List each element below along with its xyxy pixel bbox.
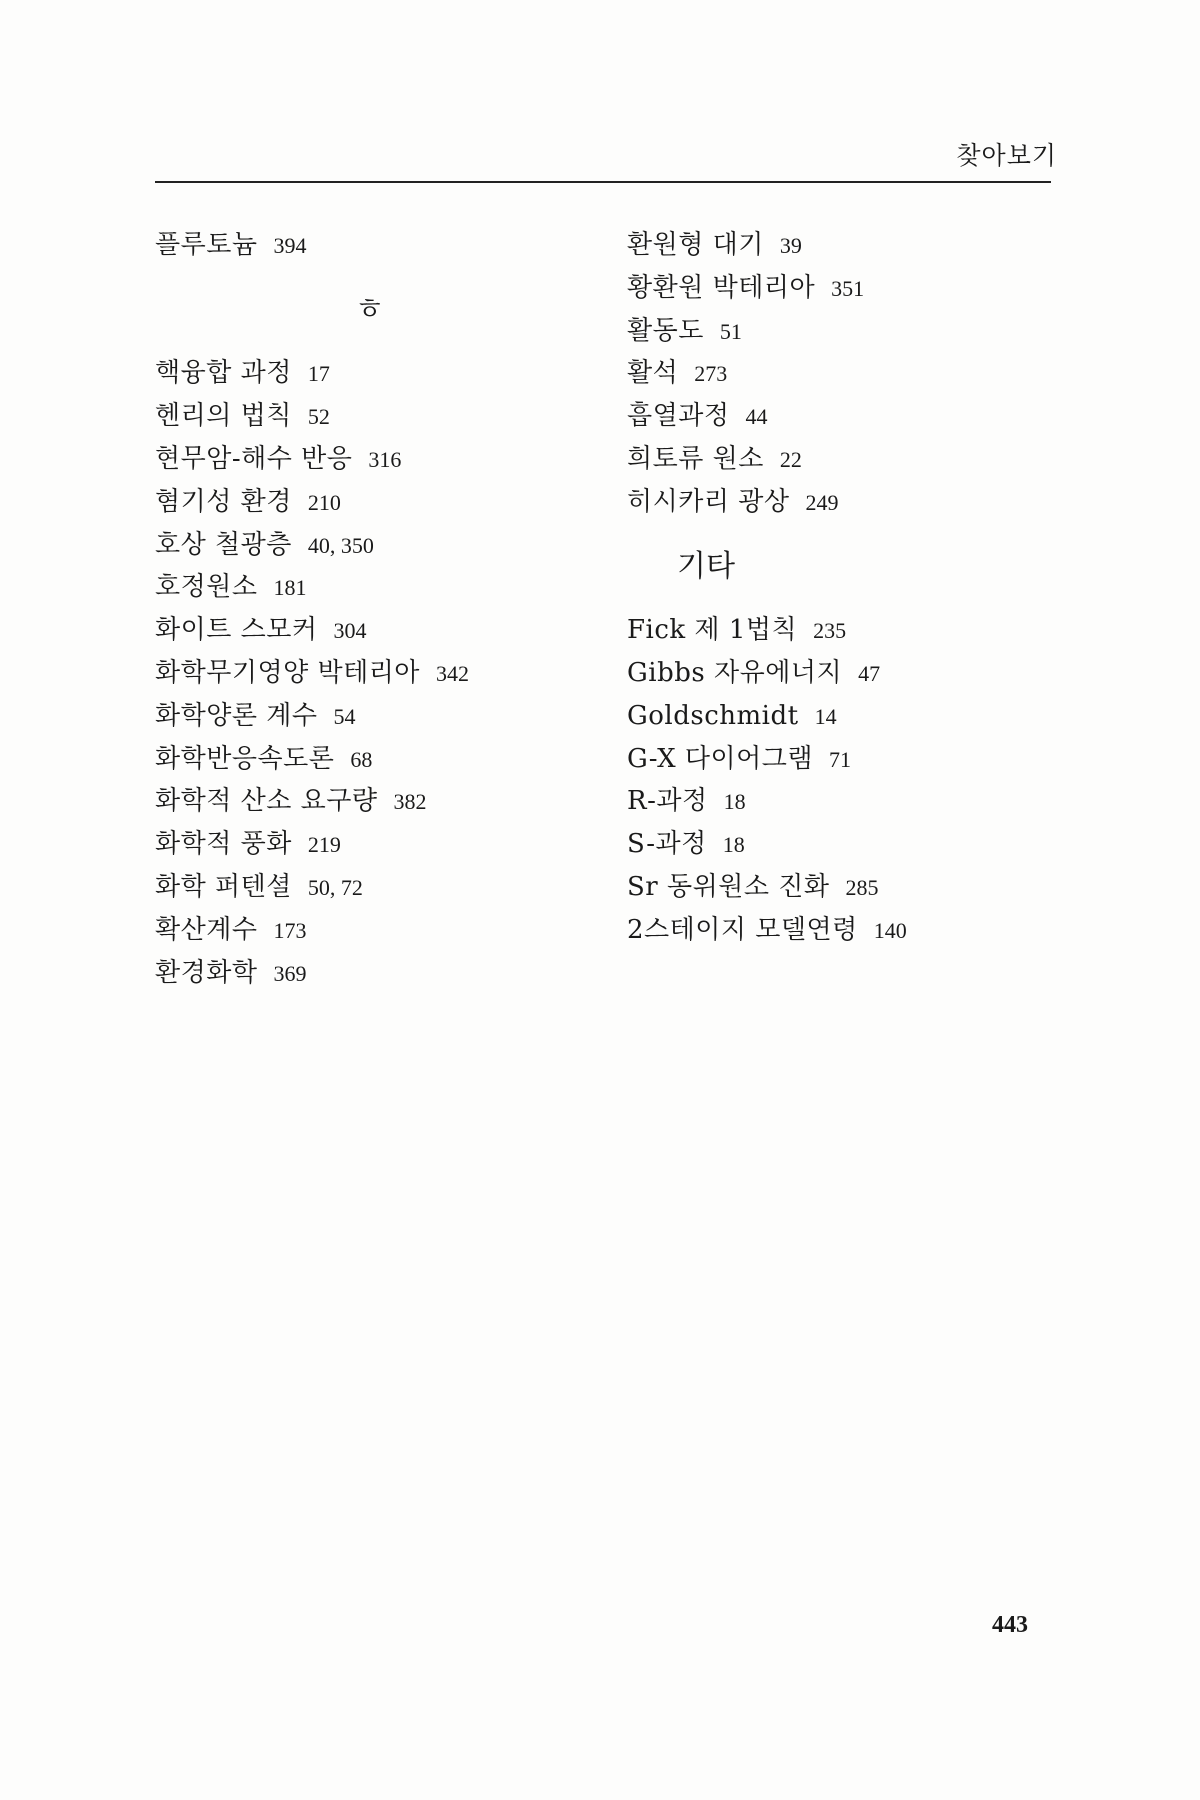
index-term: G-X 다이어그램	[627, 743, 813, 774]
index-term: 헨리의 법칙	[155, 401, 292, 432]
index-page: 47	[858, 660, 881, 686]
index-page: 14	[814, 703, 837, 729]
index-entry	[155, 224, 469, 267]
header-rule	[155, 181, 1051, 183]
index-entry	[155, 481, 469, 524]
index-page: 304	[333, 618, 367, 644]
index-entry	[627, 738, 907, 781]
index-page: 173	[273, 917, 307, 943]
index-entry	[155, 352, 469, 395]
index-entry	[155, 695, 469, 738]
index-page: 40, 350	[307, 532, 374, 558]
index-entry	[155, 909, 469, 952]
index-entry	[155, 566, 469, 609]
index-page: 18	[722, 832, 745, 858]
index-entry	[627, 481, 907, 524]
index-term: 황환원 박테리아	[627, 272, 816, 303]
index-term: 호상 철광층	[155, 529, 292, 560]
index-entry	[155, 395, 469, 438]
page-number: 443	[992, 1612, 1028, 1638]
index-list-hieut	[155, 352, 469, 994]
index-entry	[155, 609, 469, 652]
index-page: 285	[845, 874, 879, 900]
index-term: Sr 동위원소 진화	[627, 871, 830, 902]
index-page: 71	[828, 746, 851, 772]
index-term: 핵융합 과정	[155, 358, 292, 389]
index-page: 140	[873, 917, 907, 943]
index-term: Gibbs 자유에너지	[627, 657, 843, 688]
index-term: 화학무기영양 박테리아	[155, 657, 420, 688]
index-term: 활석	[627, 358, 679, 389]
index-term: Fick 제 1법칙	[627, 615, 798, 646]
index-page: 219	[307, 832, 341, 858]
section-heading-other: 기타	[677, 548, 735, 584]
index-entry	[627, 395, 907, 438]
index-entry	[627, 823, 907, 866]
index-term: 화학양론 계수	[155, 700, 318, 731]
index-entry	[155, 438, 469, 481]
index-entry	[155, 952, 469, 995]
index-page: 394	[273, 233, 307, 258]
index-page: 51	[719, 318, 742, 344]
index-term: 현무암-해수 반응	[155, 443, 353, 474]
index-page: 369	[273, 960, 307, 986]
index-term: 흡열과정	[627, 401, 730, 432]
index-page: 181	[273, 575, 307, 601]
index-entry	[155, 866, 469, 909]
index-page: 68	[350, 746, 373, 772]
index-term: 희토류 원소	[627, 443, 764, 474]
index-entry	[155, 652, 469, 695]
index-column-right	[627, 224, 907, 952]
index-entry	[155, 780, 469, 823]
index-entry	[627, 780, 907, 823]
index-page: 44	[745, 404, 768, 430]
index-page: 22	[779, 446, 802, 472]
index-page: 382	[393, 789, 427, 815]
index-term: 화학 퍼텐셜	[155, 871, 292, 902]
index-entry	[627, 267, 907, 310]
index-list-hieut-continued	[627, 224, 907, 524]
index-term: 환원형 대기	[627, 230, 764, 260]
index-entry	[627, 652, 907, 695]
index-term: 활동도	[627, 315, 704, 346]
index-entry	[627, 609, 907, 652]
index-term: 플루토늄	[155, 230, 258, 260]
index-page: 342	[435, 660, 469, 686]
index-term: Goldschmidt	[627, 700, 799, 731]
index-entry	[627, 909, 907, 952]
index-page: 273	[694, 361, 728, 387]
index-page: 235	[813, 618, 847, 644]
index-term: 2스테이지 모델연령	[627, 914, 858, 945]
section-heading-hieut: ㅎ	[355, 291, 384, 327]
index-term: 화학반응속도론	[155, 743, 335, 774]
running-header: 찾아보기	[956, 141, 1057, 170]
index-entry	[627, 438, 907, 481]
index-entry	[627, 695, 907, 738]
index-term: 혐기성 환경	[155, 486, 292, 517]
index-term: 확산계수	[155, 914, 258, 945]
index-term: 화학적 풍화	[155, 829, 292, 860]
index-entry	[627, 310, 907, 353]
index-page: 18	[723, 789, 746, 815]
index-page: 39	[779, 233, 802, 258]
index-page: 52	[307, 404, 330, 430]
index-term: S-과정	[627, 829, 707, 860]
index-page: 316	[368, 446, 402, 472]
index-list-other	[627, 609, 907, 951]
index-term: 히시카리 광상	[627, 486, 790, 517]
index-page: 351	[831, 275, 865, 301]
index-page: 50, 72	[307, 874, 363, 900]
index-term: 화이트 스모커	[155, 615, 318, 646]
index-entry	[627, 224, 907, 267]
index-entry	[155, 823, 469, 866]
index-term: 호정원소	[155, 572, 258, 603]
index-entry	[155, 738, 469, 781]
index-term: 화학적 산소 요구량	[155, 786, 378, 817]
index-term: R-과정	[627, 786, 708, 817]
index-page: 17	[307, 361, 330, 387]
index-page: 54	[333, 703, 356, 729]
index-page: 249	[805, 489, 839, 515]
index-column-left	[155, 224, 469, 994]
index-entry	[627, 352, 907, 395]
index-term: 환경화학	[155, 957, 258, 988]
index-page: 210	[307, 489, 341, 515]
index-entry	[627, 866, 907, 909]
index-entry	[155, 524, 469, 567]
